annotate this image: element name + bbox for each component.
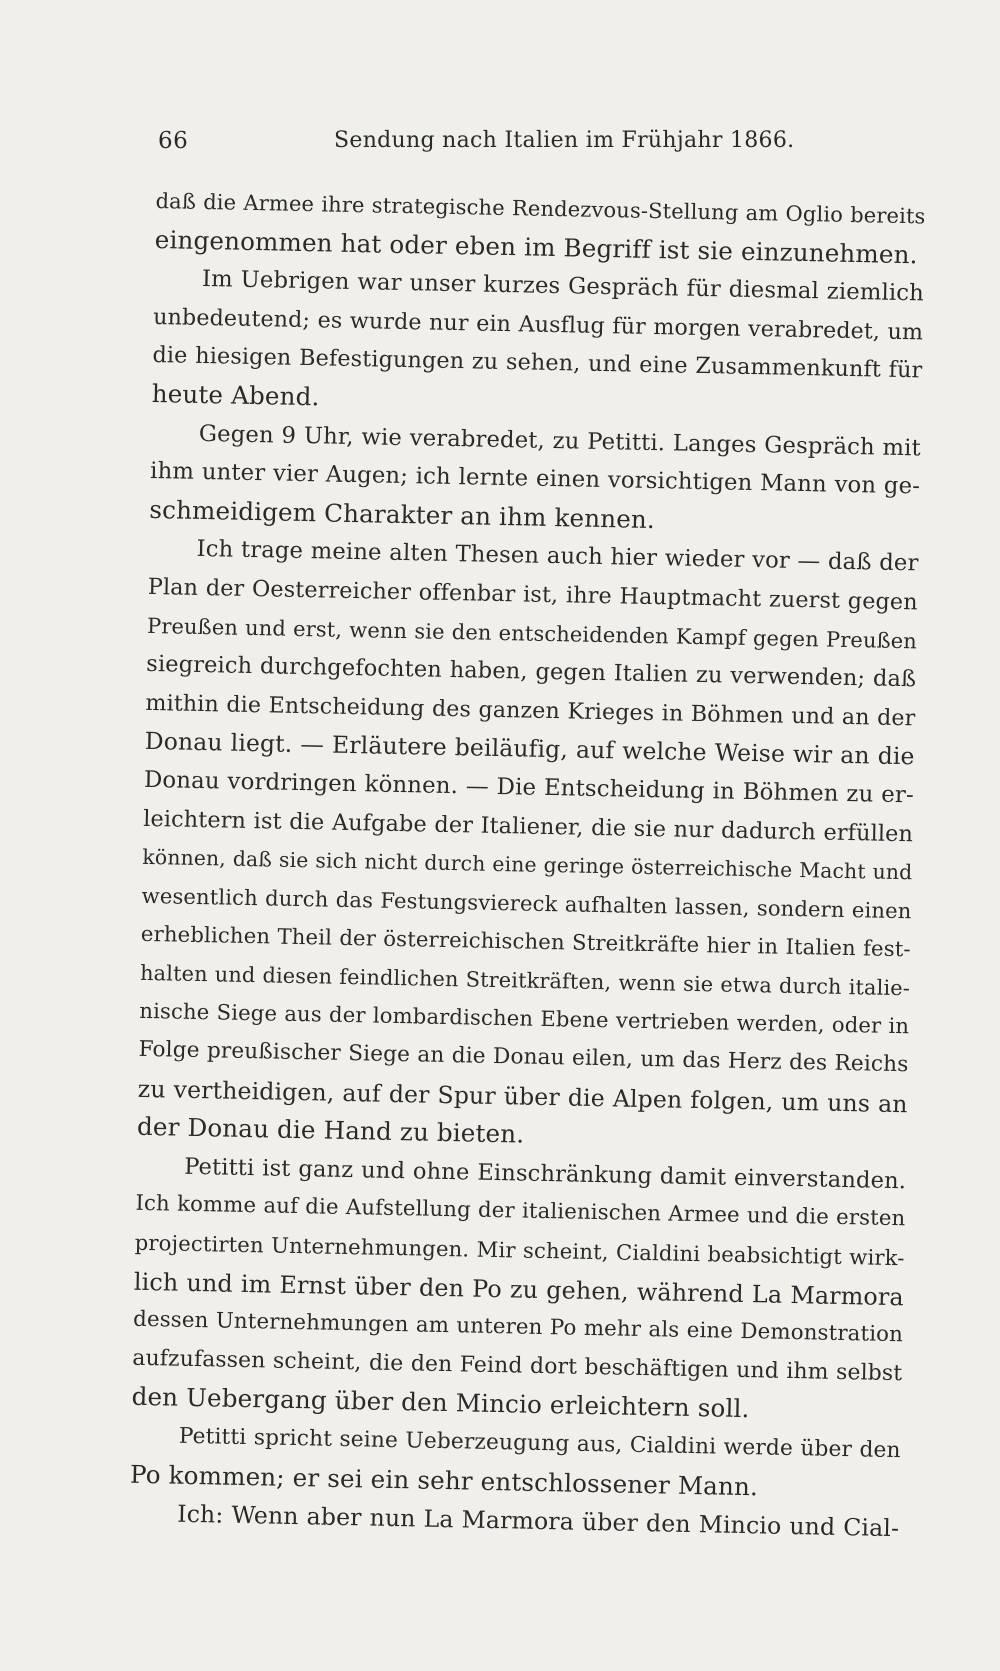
text-line: ihm unter vier Augen; ich lernte einen vorsichtigen Mann von ge- — [149, 458, 921, 500]
text-line: der Donau die Hand zu bieten. — [136, 1112, 525, 1149]
text-line: Im Uebrigen war unser kurzes Gespräch für diesmal ziemlich — [201, 266, 925, 307]
text-line: dessen Unternehmungen am unteren Po mehr als eine Demonstration — [132, 1306, 904, 1348]
body-text — [129, 182, 962, 1549]
text-line: siegreich durchgefochten haben, gegen Italien zu verwenden; daß — [146, 651, 917, 693]
text-line: Donau liegt. — Erläutere beiläufig, auf welche Weise wir an die — [144, 727, 915, 771]
running-title: Sendung nach Italien im Frühjahr 1866. — [334, 128, 795, 153]
text-line: Plan der Oesterreicher offenbar ist, ihre Hauptmacht zuerst gegen — [147, 573, 918, 616]
text-line: die hiesigen Befestigungen zu sehen, und eine Zusammenkunft für — [152, 342, 923, 384]
text-line: projectirten Unternehmungen. Mir scheint, Cialdini beabsichtigt wirk- — [134, 1229, 905, 1271]
text-line: Po kommen; er sei ein sehr entschlossener Mann. — [129, 1459, 759, 1501]
text-line: Folge preußischer Siege an die Donau eilen, um das Herz des Reichs — [138, 1036, 909, 1078]
text-line: daß die Armee ihre strategische Rendezvous-Stellung am Oglio bereits — [155, 188, 926, 229]
text-line: leichtern ist die Aufgabe der Italiener, die sie nur dadurch erfüllen — [142, 805, 914, 847]
text-line: den Uebergang über den Mincio erleichtern soll. — [131, 1382, 750, 1424]
text-line: Ich trage meine alten Thesen auch hier wieder vor — daß der — [196, 536, 919, 577]
text-line: Preußen und erst, wenn sie den entscheidenden Kampf gegen Preußen — [146, 613, 918, 653]
text-line: eingenommen hat oder eben im Begriff ist sie einzunehmen. — [154, 224, 918, 269]
text-line: zu vertheidigen, auf der Spur über die Alpen folgen, um uns an — [137, 1074, 908, 1118]
text-line: mithin die Entscheidung des ganzen Krieges in Böhmen und an der — [145, 689, 916, 732]
text-line: Petitti spricht seine Ueberzeugung aus, Cialdini werde über den — [178, 1423, 901, 1464]
text-line: heute Abend. — [151, 378, 320, 412]
text-line: Donau vordringen können. — Die Entscheidung in Böhmen zu er- — [143, 766, 915, 809]
text-line: lich und im Ernst über den Po zu gehen, während La Marmora — [133, 1267, 905, 1311]
text-line: aufzufassen scheint, die den Feind dort beschäftigen und ihm selbst — [132, 1345, 903, 1387]
text-line: Ich: Wenn aber nun La Marmora über den Mincio und Cial- — [176, 1499, 900, 1543]
text-line: unbedeutend; es wurde nur ein Ausflug für morgen verabredet, um — [153, 303, 924, 346]
page-header — [158, 128, 795, 160]
text-line: halten und diesen feindlichen Streitkräften, wenn sie etwa durch italie- — [139, 960, 911, 1001]
text-line: Ich komme auf die Aufstellung der italienischen Armee und die ersten — [135, 1191, 906, 1232]
text-line: Gegen 9 Uhr, wie verabredet, zu Petitti. Langes Gespräch mit — [198, 420, 922, 461]
text-line: nische Siege aus der lombardischen Ebene vertrieben werden, oder in — [139, 998, 910, 1039]
text-line: schmeidigem Charakter an ihm kennen. — [149, 494, 656, 534]
text-line: wesentlich durch das Festungsviereck aufhalten lassen, sondern einen — [141, 882, 912, 923]
page-number: 66 — [158, 128, 189, 154]
text-line: Petitti ist ganz und ohne Einschränkung damit einverstanden. — [183, 1153, 907, 1195]
text-line: können, daß sie sich nicht durch eine geringe österreichische Macht und — [142, 844, 913, 885]
text-line: erheblichen Theil der österreichischen Streitkräfte hier in Italien fest- — [140, 921, 912, 962]
